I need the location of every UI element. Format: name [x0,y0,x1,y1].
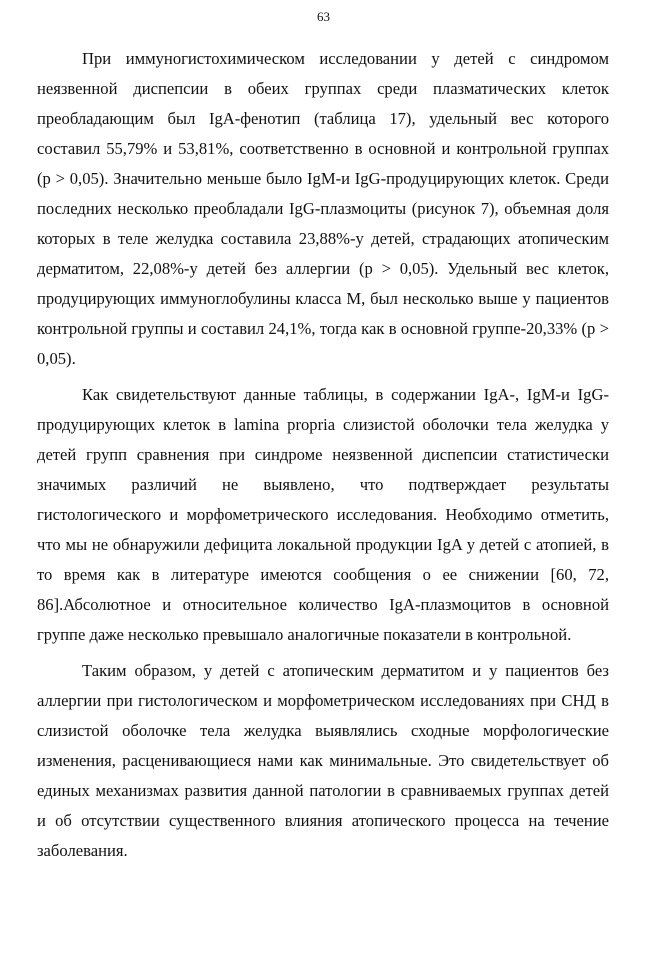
page-number: 63 [317,9,330,24]
document-body [37,44,609,872]
paragraph-immunohistochemistry: При иммуногистохимическом исследовании у детей с синдромом неязвенной диспепсии в обеих группах среди плазматических клеток преобладающим был IgA-фенотип (таблица 17), удельный вес которого составил 55,79% и 53,81%, соответственно в основной и контрольной группах (p > 0,05). Значительно меньше было IgM-и IgG-продуцирующих клеток. Среди последних несколько преобладали IgG-плазмоциты (рисунок 7), объемная доля которых в теле желудка составила 23,88%-у детей, страдающих атопическим дерматитом, 22,08%-у детей без аллергии (p > 0,05). Удельный вес клеток, продуцирующих иммуноглобулины класса М, был несколько выше у пациентов контрольной группы и составил 24,1%, тогда как в основной группе-20,33% (p > 0,05). [37,49,609,368]
paragraph-table-comparison: Как свидетельствуют данные таблицы, в содержании IgA-, IgM-и IgG-продуцирующих клеток в lamina propria слизистой оболочки тела желудка у детей групп сравнения при синдроме неязвенной диспепсии статистически значимых различий не выявлено, что подтверждает результаты гистологического и морфометрического исследования. Необходимо отметить, что мы не обнаружили дефицита локальной продукции IgA у детей с атопией, в то время как в литературе имеются сообщения о ее снижении [60, 72, 86].Абсолютное и относительное количество IgA-плазмоцитов в основной группе даже несколько превышало аналогичные показатели в контрольной. [37,385,609,644]
paragraph-conclusion: Таким образом, у детей с атопическим дерматитом и у пациентов без аллергии при гистологическом и морфометрическом исследованиях при СНД в слизистой оболочке тела желудка выявлялись сходные морфологические изменения, расценивающиеся нами как минимальные. Это свидетельствует об единых механизмах развития данной патологии в сравниваемых группах детей и об отсутствии существенного влияния атопического процесса на течение заболевания. [37,661,609,860]
